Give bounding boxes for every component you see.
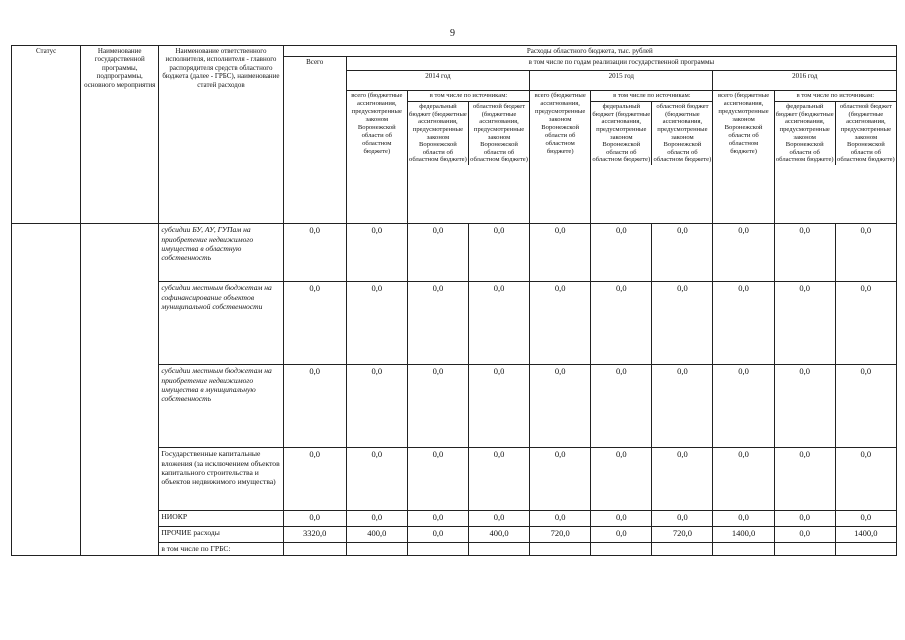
cell-value: 0,0 bbox=[835, 365, 896, 448]
cell-value: 0,0 bbox=[774, 282, 835, 365]
col-program-header: Наименование государственной программы, подпрограммы, основного мероприятия bbox=[81, 46, 159, 224]
cell-value: 0,0 bbox=[591, 527, 652, 543]
cell-value: 0,0 bbox=[713, 224, 774, 282]
cell-value: 0,0 bbox=[468, 448, 529, 511]
by-years-header: в том числе по годам реализации государственной программы bbox=[346, 57, 896, 71]
federal-2016-header: федеральный бюджет (бюджетные ассигнования, предусмотренные законом Воронежской области об областном бюджете) bbox=[775, 102, 836, 165]
row-name: субсидии местным бюджетам на софинансирование объектов муниципальной собственности bbox=[159, 282, 283, 365]
col-status-header: Статус bbox=[12, 46, 81, 224]
cell-value: 0,0 bbox=[530, 448, 591, 511]
federal-2015-header: федеральный бюджет (бюджетные ассигнования, предусмотренные законом Воронежской области об областном бюджете) bbox=[591, 102, 652, 165]
cell-value: 0,0 bbox=[652, 511, 713, 527]
table-row bbox=[12, 224, 897, 282]
cell-value bbox=[835, 543, 896, 555]
cell-value: 0,0 bbox=[407, 448, 468, 511]
expenses-header: Расходы областного бюджета, тыс. рублей bbox=[283, 46, 896, 57]
header-row-1 bbox=[12, 46, 897, 57]
cell-value: 0,0 bbox=[774, 224, 835, 282]
cell-value: 0,0 bbox=[652, 224, 713, 282]
cell-value: 0,0 bbox=[468, 511, 529, 527]
row-name: НИОКР bbox=[159, 511, 283, 527]
federal-2014-header: федеральный бюджет (бюджетные ассигнования, предусмотренные законом Воронежской области об областном бюджете) bbox=[408, 102, 469, 165]
cell-value: 0,0 bbox=[530, 282, 591, 365]
cell-value: 0,0 bbox=[835, 282, 896, 365]
row-name: в том числе по ГРБС: bbox=[159, 543, 283, 555]
cell-value: 0,0 bbox=[713, 511, 774, 527]
cell-value: 0,0 bbox=[774, 527, 835, 543]
cell-value: 0,0 bbox=[774, 365, 835, 448]
cell-value: 0,0 bbox=[346, 448, 407, 511]
cell-value bbox=[468, 543, 529, 555]
cell-value: 0,0 bbox=[591, 448, 652, 511]
sources-2015-header: в том числе по источникам: bbox=[591, 91, 712, 102]
cell-value: 0,0 bbox=[591, 224, 652, 282]
row-total: 0,0 bbox=[283, 448, 346, 511]
cell-value: 400,0 bbox=[346, 527, 407, 543]
cell-value: 0,0 bbox=[835, 224, 896, 282]
sources-2015-group bbox=[591, 91, 713, 224]
col-total-header: Всего bbox=[283, 57, 346, 224]
cell-value: 0,0 bbox=[713, 365, 774, 448]
page-number: 9 bbox=[450, 28, 455, 39]
cell-value: 0,0 bbox=[774, 511, 835, 527]
cell-value bbox=[407, 543, 468, 555]
row-total: 0,0 bbox=[283, 282, 346, 365]
col-executor-header: Наименование ответственного исполнителя, исполнителя - главного распорядителя средств областного бюджета (далее - ГРБС), наименование статей расходов bbox=[159, 46, 283, 224]
cell-value: 0,0 bbox=[407, 365, 468, 448]
cell-value: 0,0 bbox=[407, 224, 468, 282]
cell-value: 0,0 bbox=[530, 224, 591, 282]
year-2014-header: 2014 год bbox=[346, 71, 529, 91]
cell-value: 0,0 bbox=[468, 282, 529, 365]
cell-value: 0,0 bbox=[346, 511, 407, 527]
all-funds-2016-header: всего (бюджетные ассигнования, предусмотренные законом Воронежской области об областном бюджете) bbox=[713, 91, 774, 224]
cell-value: 0,0 bbox=[346, 224, 407, 282]
cell-value: 0,0 bbox=[652, 282, 713, 365]
row-name: субсидии БУ, АУ, ГУПам на приобретение недвижимого имущества в областную собственность bbox=[159, 224, 283, 282]
sources-2014-header: в том числе по источникам: bbox=[408, 91, 529, 102]
cell-value: 0,0 bbox=[468, 365, 529, 448]
regional-2015-header: областной бюджет (бюджетные ассигнования, предусмотренные законом Воронежской области об областном бюджете) bbox=[653, 103, 712, 164]
cell-value bbox=[346, 543, 407, 555]
cell-value bbox=[713, 543, 774, 555]
cell-value: 0,0 bbox=[835, 511, 896, 527]
cell-value: 0,0 bbox=[713, 448, 774, 511]
cell-value: 0,0 bbox=[835, 448, 896, 511]
program-cell bbox=[81, 224, 159, 555]
all-funds-2014-header: всего (бюджетные ассигнования, предусмотренные законом Воронежской области об областном бюджете) bbox=[346, 91, 407, 224]
cell-value: 0,0 bbox=[591, 365, 652, 448]
row-total: 0,0 bbox=[283, 224, 346, 282]
row-total: 3320,0 bbox=[283, 527, 346, 543]
sources-2016-header: в том числе по источникам: bbox=[775, 91, 896, 102]
all-funds-2015-header: всего (бюджетные ассигнования, предусмотренные законом Воронежской области об областном бюджете) bbox=[530, 91, 591, 224]
cell-value bbox=[591, 543, 652, 555]
cell-value bbox=[530, 543, 591, 555]
row-total bbox=[283, 543, 346, 555]
year-2015-header: 2015 год bbox=[530, 71, 713, 91]
cell-value: 400,0 bbox=[468, 527, 529, 543]
row-total: 0,0 bbox=[283, 365, 346, 448]
cell-value: 1400,0 bbox=[835, 527, 896, 543]
cell-value: 0,0 bbox=[407, 282, 468, 365]
row-name: субсидии местным бюджетам на приобретение недвижимого имущества в муниципальную собственность bbox=[159, 365, 283, 448]
cell-value: 720,0 bbox=[652, 527, 713, 543]
cell-value: 1400,0 bbox=[713, 527, 774, 543]
cell-value: 0,0 bbox=[774, 448, 835, 511]
cell-value: 0,0 bbox=[591, 511, 652, 527]
cell-value: 0,0 bbox=[652, 365, 713, 448]
cell-value: 0,0 bbox=[652, 448, 713, 511]
cell-value: 0,0 bbox=[530, 365, 591, 448]
cell-value: 720,0 bbox=[530, 527, 591, 543]
cell-value: 0,0 bbox=[713, 282, 774, 365]
status-cell bbox=[12, 224, 81, 555]
cell-value: 0,0 bbox=[346, 282, 407, 365]
cell-value bbox=[774, 543, 835, 555]
budget-table bbox=[11, 45, 897, 556]
regional-2014-header: областной бюджет (бюджетные ассигнования, предусмотренные законом Воронежской области об областном бюджете) bbox=[470, 103, 528, 164]
regional-2016-header: областной бюджет (бюджетные ассигнования, предусмотренные законом Воронежской области об областном бюджете) bbox=[837, 103, 895, 164]
cell-value: 0,0 bbox=[468, 224, 529, 282]
cell-value bbox=[652, 543, 713, 555]
cell-value: 0,0 bbox=[407, 511, 468, 527]
row-name: Государственные капитальные вложения (за исключением объектов капитального строительства и объектов недвижимого имущества) bbox=[159, 448, 283, 511]
sources-2014-group bbox=[407, 91, 529, 224]
cell-value: 0,0 bbox=[346, 365, 407, 448]
sources-2016-group bbox=[774, 91, 896, 224]
cell-value: 0,0 bbox=[530, 511, 591, 527]
cell-value: 0,0 bbox=[591, 282, 652, 365]
year-2016-header: 2016 год bbox=[713, 71, 897, 91]
row-total: 0,0 bbox=[283, 511, 346, 527]
row-name: ПРОЧИЕ расходы bbox=[159, 527, 283, 543]
cell-value: 0,0 bbox=[407, 527, 468, 543]
